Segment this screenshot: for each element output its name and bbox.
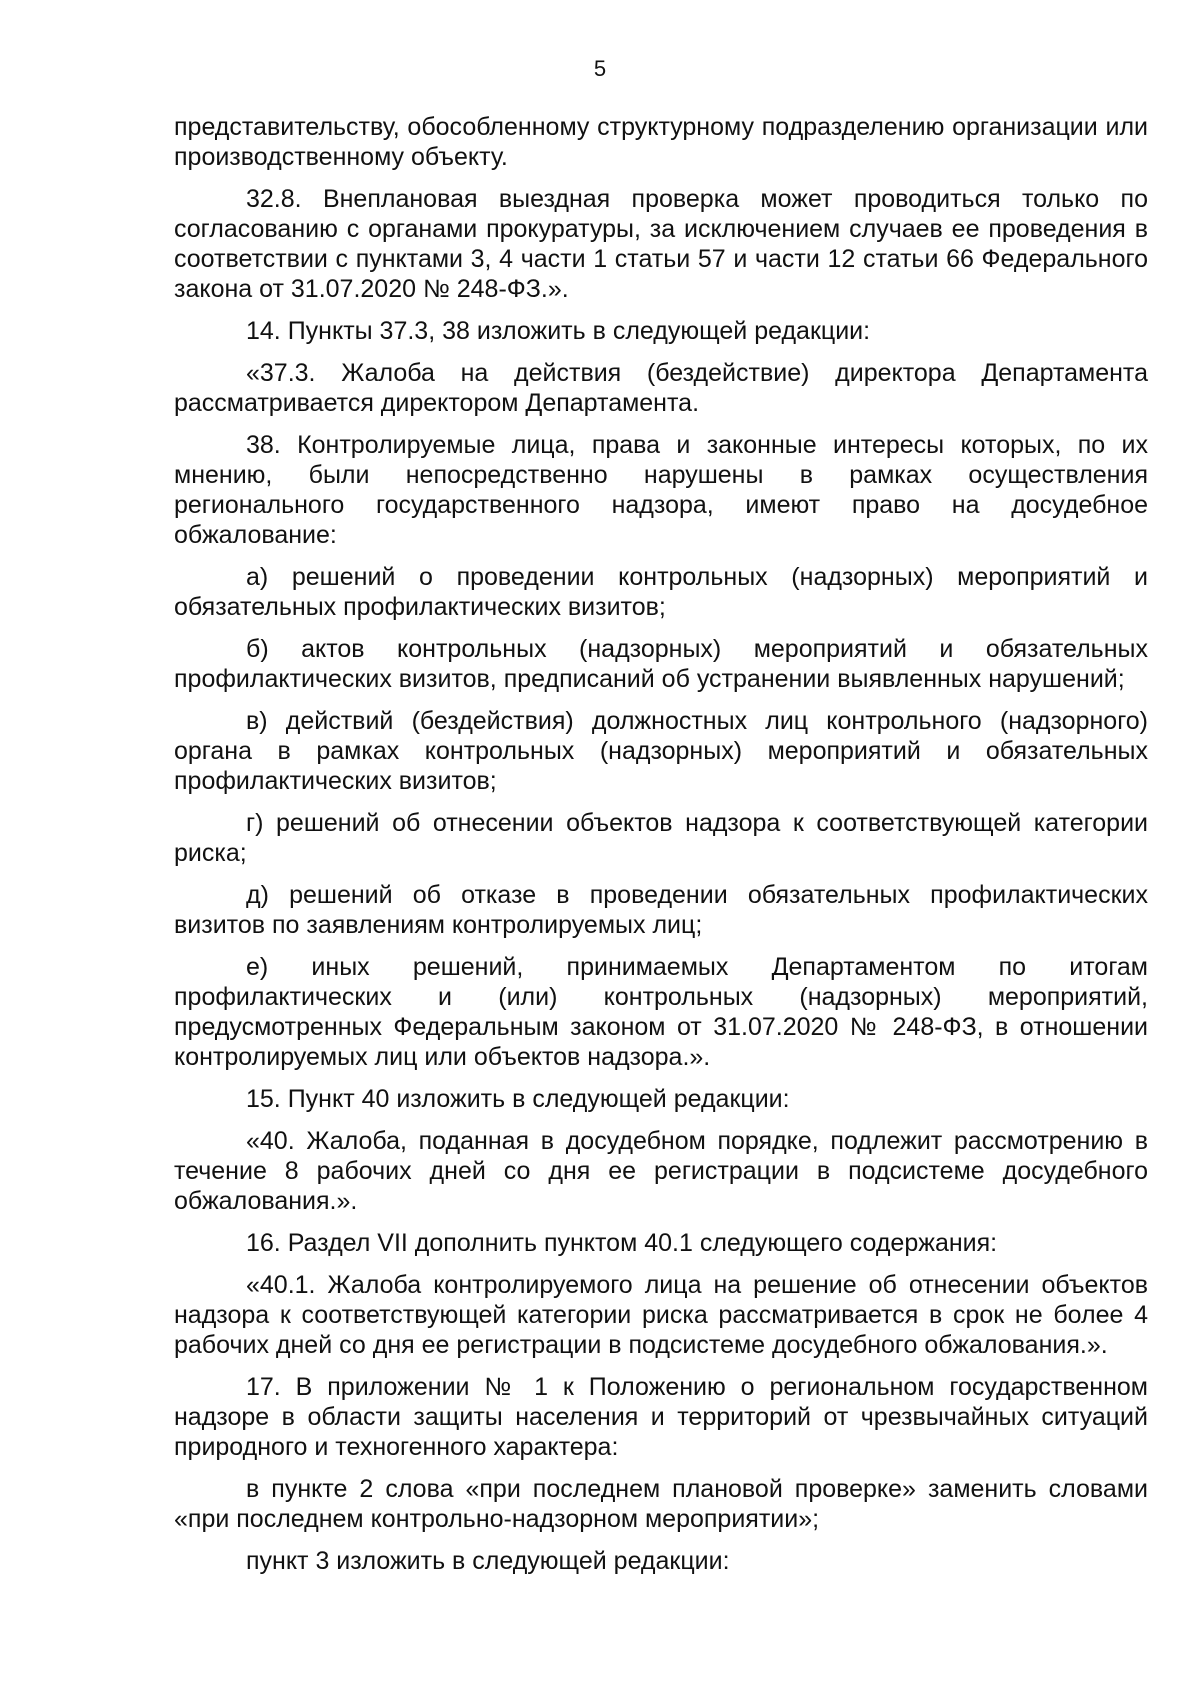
document-body (174, 112, 1148, 1588)
paragraph: «37.3. Жалоба на действия (бездействие) директора Департамента рассматривается директором Департамента. (174, 359, 1148, 417)
paragraph: в пункте 2 слова «при последнем плановой проверке» заменить словами «при последнем контрольно-надзорном мероприятии»; (174, 1475, 1148, 1533)
paragraph: «40.1. Жалоба контролируемого лица на решение об отнесении объектов надзора к соответствующей категории риска рассматривается в срок не более 4 рабочих дней со дня ее регистрации в подсистеме досудебного обжалования.». (174, 1271, 1148, 1359)
paragraph: 14. Пункты 37.3, 38 изложить в следующей редакции: (246, 317, 871, 345)
paragraph: 32.8. Внеплановая выездная проверка может проводиться только по согласованию с органами прокуратуры, за исключением случаев ее проведения в соответствии с пунктами 3, 4 части 1 статьи 57 и части 12 статьи 66 Федерального закона от 31.07.2020 № 248-ФЗ.». (174, 185, 1148, 303)
paragraph: представительству, обособленному структурному подразделению организации или производственному объекту. (174, 113, 1148, 171)
paragraph: 15. Пункт 40 изложить в следующей редакции: (246, 1085, 790, 1113)
paragraph: г) решений об отнесении объектов надзора к соответствующей категории риска; (174, 809, 1148, 867)
paragraph: 38. Контролируемые лица, права и законные интересы которых, по их мнению, были непосредственно нарушены в рамках осуществления регионального государственного надзора, имеют право на досудебное обжалование: (174, 431, 1148, 549)
paragraph: б) актов контрольных (надзорных) мероприятий и обязательных профилактических визитов, предписаний об устранении выявленных нарушений; (174, 635, 1148, 693)
paragraph: 16. Раздел VII дополнить пунктом 40.1 следующего содержания: (246, 1229, 998, 1257)
paragraph: д) решений об отказе в проведении обязательных профилактических визитов по заявлениям контролируемых лиц; (174, 881, 1148, 939)
paragraph: «40. Жалоба, поданная в досудебном порядке, подлежит рассмотрению в течение 8 рабочих дней со дня ее регистрации в подсистеме досудебного обжалования.». (174, 1127, 1148, 1215)
page-number: 5 (593, 56, 607, 81)
paragraph: а) решений о проведении контрольных (надзорных) мероприятий и обязательных профилактических визитов; (174, 563, 1148, 621)
paragraph: е) иных решений, принимаемых Департаментом по итогам профилактических и (или) контрольных (надзорных) мероприятий, предусмотренных Федеральным законом от 31.07.2020 № 248-ФЗ, в отношении контролируемых лиц или объектов надзора.». (174, 953, 1148, 1071)
paragraph: пункт 3 изложить в следующей редакции: (246, 1547, 730, 1575)
paragraph: в) действий (бездействия) должностных лиц контрольного (надзорного) органа в рамках контрольных (надзорных) мероприятий и обязательных профилактических визитов; (174, 707, 1148, 795)
paragraph: 17. В приложении № 1 к Положению о региональном государственном надзоре в области защиты населения и территорий от чрезвычайных ситуаций природного и техногенного характера: (174, 1373, 1148, 1461)
